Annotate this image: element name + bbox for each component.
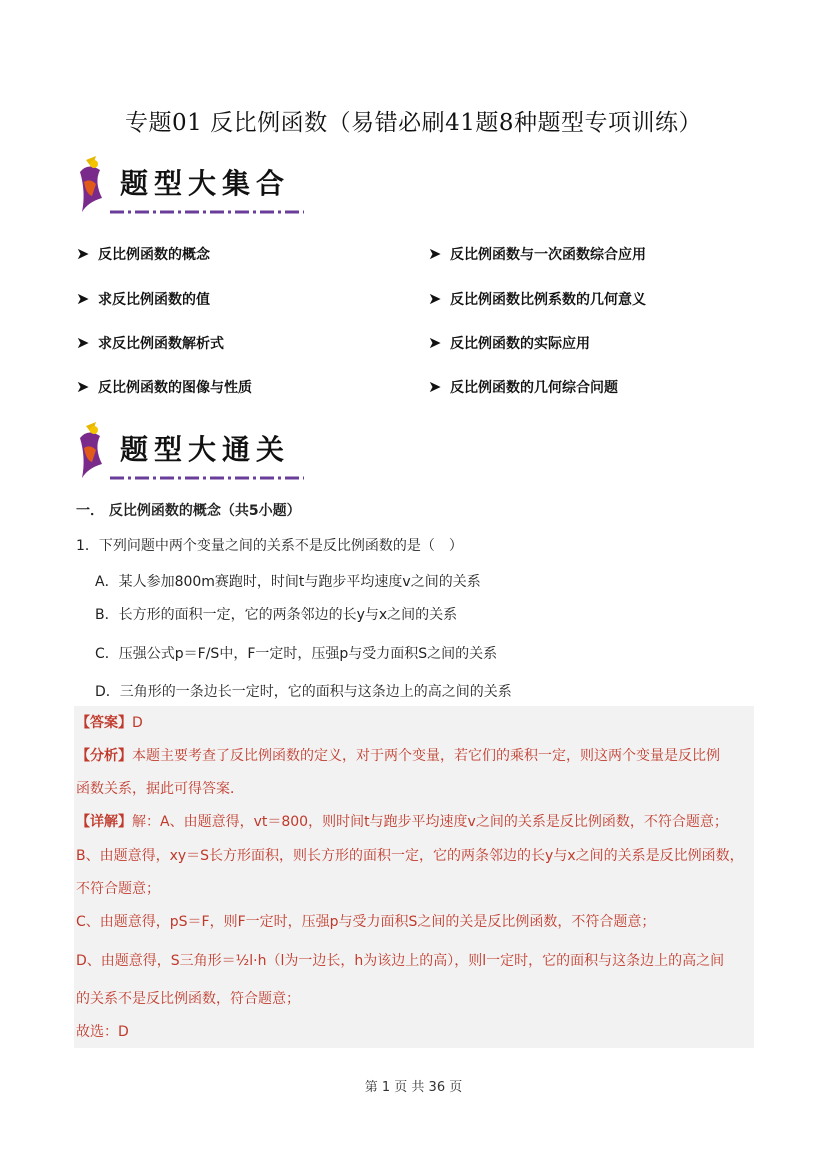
page-title: 专题01 反比例函数（易错必刷41题8种题型专项训练）: [125, 110, 702, 136]
banner-title: 题型大集合: [120, 167, 291, 200]
page-footer: 第 1 页 共 36 页: [364, 1080, 463, 1095]
list-item: ➤ 求反比例函数解析式: [76, 333, 224, 352]
arrow-icon: ➤: [76, 289, 90, 308]
arrow-icon: ➤: [428, 333, 442, 352]
arrow-icon: ➤: [428, 289, 442, 308]
list-item: ➤ 反比例函数与一次函数综合应用: [428, 244, 646, 263]
analysis-line-2: 函数关系，据此可得答案．: [76, 781, 244, 797]
section-banner-collection: [74, 152, 314, 224]
detail-line-b2: 不符合题意；: [76, 881, 160, 897]
list-item: ➤ 反比例函数的图像与性质: [76, 377, 252, 396]
banner-title: 题型大通关: [120, 433, 291, 466]
section-heading: 一． 反比例函数的概念（共5小题）: [76, 503, 301, 519]
list-item: ➤ 反比例函数比例系数的几何意义: [428, 289, 646, 308]
detail-line-d2: 的关系不是反比例函数，符合题意；: [76, 991, 300, 1007]
list-item: ➤ 反比例函数的几何综合问题: [428, 377, 618, 396]
detail-line-a: 【详解】解：A、由题意得，vt＝800，则时间t与跑步平均速度v之间的关系是反比例函数，不符合题意；: [76, 814, 728, 830]
detail-line-b: B、由题意得，xy＝S长方形面积，则长方形的面积一定，它的两条邻边的长y与x之间的关系是反比例函数，: [76, 848, 744, 864]
list-item: ➤ 求反比例函数的值: [76, 289, 210, 308]
list-item: ➤ 反比例函数的概念: [76, 244, 210, 263]
arrow-icon: ➤: [76, 333, 90, 352]
question-text: 1．下列问题中两个变量之间的关系不是反比例函数的是（ ）: [76, 538, 463, 554]
answer-line: 【答案】D: [76, 715, 143, 731]
option-c: C．压强公式p＝F/S中，F一定时，压强p与受力面积S之间的关系: [95, 646, 498, 662]
arrow-icon: ➤: [76, 244, 90, 263]
option-b: B．长方形的面积一定，它的两条邻边的长y与x之间的关系: [95, 607, 458, 623]
option-d: D．三角形的一条边长一定时，它的面积与这条边上的高之间的关系: [95, 684, 512, 700]
section-banner-practice: [74, 418, 314, 490]
conclusion-line: 故选：D: [76, 1024, 129, 1040]
detail-line-c: C、由题意得，pS＝F，则F一定时，压强p与受力面积S之间的关是反比例函数，不符合题意；: [76, 914, 656, 930]
arrow-icon: ➤: [76, 377, 90, 396]
arrow-icon: ➤: [428, 377, 442, 396]
arrow-icon: ➤: [428, 244, 442, 263]
detail-line-d: D、由题意得，S三角形＝½l·h（l为一边长，h为该边上的高），则l一定时，它的面积与这条边上的高之间: [76, 953, 725, 969]
list-item: ➤ 反比例函数的实际应用: [428, 333, 590, 352]
option-a: A．某人参加800m赛跑时，时间t与跑步平均速度v之间的关系: [95, 574, 481, 590]
analysis-line: 【分析】本题主要考查了反比例函数的定义，对于两个变量，若它们的乘积一定，则这两个变量是反比例: [76, 748, 720, 764]
